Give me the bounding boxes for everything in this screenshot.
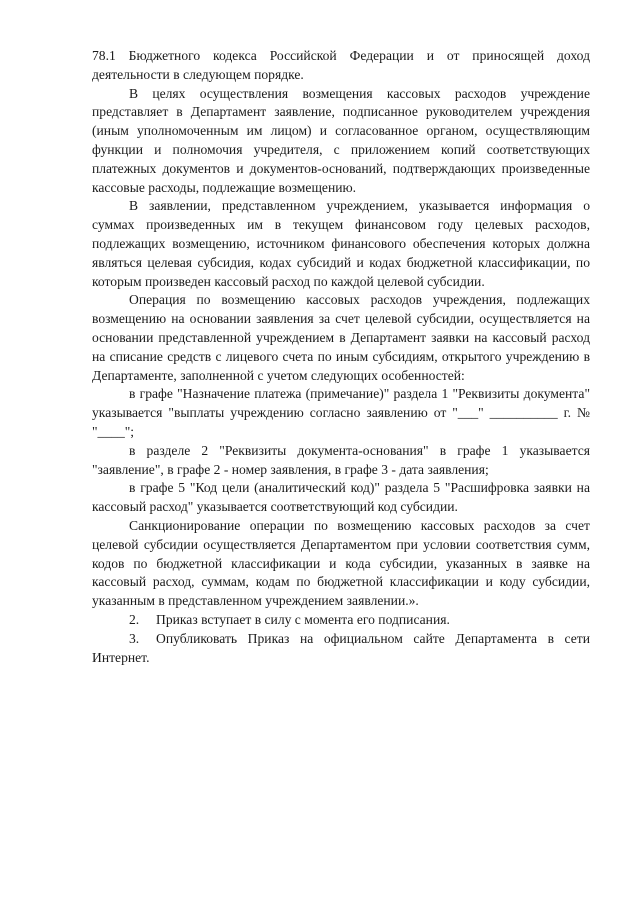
paragraph-application-contents: В заявлении, представленном учреждением, указывается информация о суммах произведенных им в текущем финансовом году целевых расходов, подлежащих возмещению, источником финансового обеспечения которых должна являться целевая субсидия, кодах субсидий и кодах бюджетной классификации, по которым произведен кассовый расход по каждой целевой субсидии. xyxy=(92,198,590,289)
list-item-number: 3. xyxy=(129,630,140,646)
paragraph-reimbursement-application: В целях осуществления возмещения кассовых расходов учреждение представляет в Департамент заявление, подписанное руководителем учреждения (иным уполномоченным им лицом) и согласованное органом, осуществляющим функции и полномочия учредителя, с приложением копий соответствующих платежных документов и документов-оснований, подтверждающих произведенные кассовые расходы, подлежащие возмещению. xyxy=(92,85,590,195)
paragraph-payment-purpose: в графе "Назначение платежа (примечание)" раздела 1 "Реквизиты документа" указывается "выплаты учреждению согласно заявлению от "___" __________ г. № "____"; xyxy=(92,386,590,439)
document-page xyxy=(92,47,590,667)
paragraph-authorization: Санкционирование операции по возмещению кассовых расходов за счет целевой субсидии осуществляется Департаментом при условии соответствия сумм, кодов по бюджетной классификации и кода субсидии, указанных в заявке на кассовый расход, суммам, кодам по бюджетной классификации и коду субсидии, указанным в представленном учреждением заявлении.». xyxy=(92,517,590,609)
list-item-effective-date xyxy=(92,611,590,630)
list-item-text: Опубликовать Приказ на официальном сайте Департамента в сети Интернет. xyxy=(92,630,590,665)
list-item-text: Приказ вступает в силу с момента его подписания. xyxy=(156,611,450,627)
paragraph-reimbursement-operation: Операция по возмещению кассовых расходов учреждения, подлежащих возмещению на основании заявления за счет целевой субсидии, осуществляется на основании представленной учреждением в Департамент заявки на кассовый расход на списание средств с лицевого счета по иным субсидиям, открытого учреждению в Департаменте, заполненной с учетом следующих особенностей: xyxy=(92,292,590,383)
list-item-number: 2. xyxy=(129,611,140,627)
paragraph-section-5: в графе 5 "Код цели (аналитический код)" раздела 5 "Расшифровка заявки на кассовый расход" указывается соответствующий код субсидии. xyxy=(92,480,590,515)
paragraph-section-2: в разделе 2 "Реквизиты документа-основания" в графе 1 указывается "заявление", в графе 2 - номер заявления, в графе 3 - дата заявления; xyxy=(92,442,590,477)
list-item-publication xyxy=(92,630,590,668)
paragraph-continuation: 78.1 Бюджетного кодекса Российской Федерации и от приносящей доход деятельности в следующем порядке. xyxy=(92,48,590,82)
